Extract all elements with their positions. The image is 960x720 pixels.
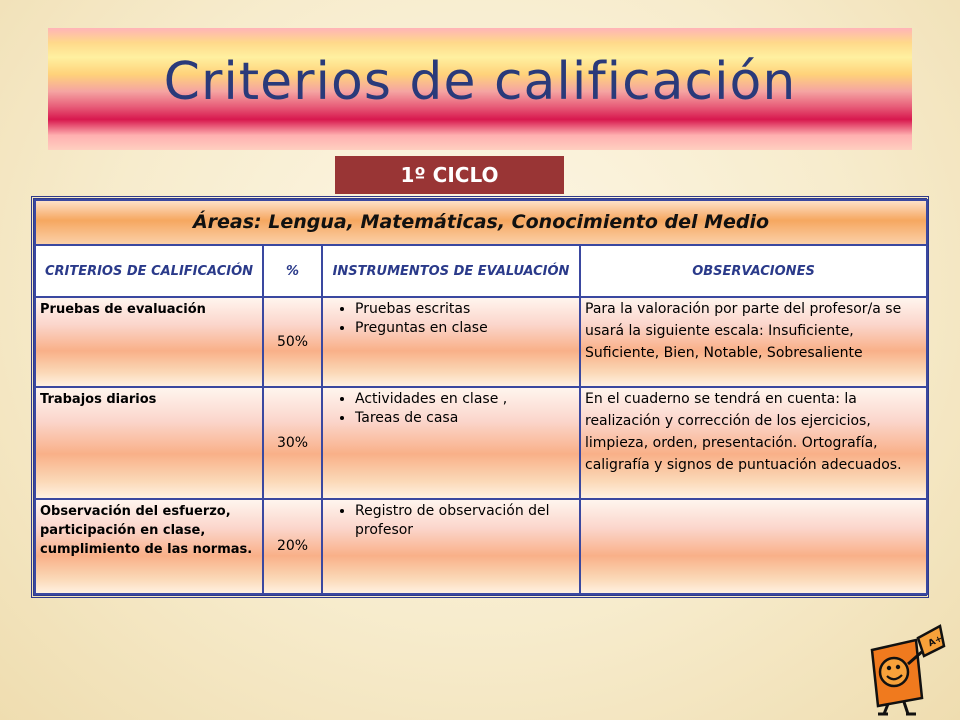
areas-heading: Áreas: Lengua, Matemáticas, Conocimiento del Medio: [35, 200, 927, 245]
criteria-table: [31, 196, 929, 598]
observations-cell: En el cuaderno se tendrá en cuenta: la realización y corrección de los ejercicios, limpieza, orden, presentación. Ortografía, caligrafía y signos de puntuación adecuados.: [580, 387, 927, 499]
column-header-instrumentos: INSTRUMENTOS DE EVALUACIÓN: [322, 245, 580, 298]
cycle-badge: 1º CICLO: [335, 156, 564, 194]
mascot-flag-text: A+: [926, 633, 945, 650]
title-banner: [48, 28, 912, 150]
instrument-item: • Pruebas escritas: [355, 300, 575, 319]
instrument-item: • Preguntas en clase: [355, 319, 575, 338]
instrument-item: • Actividades en clase ,: [355, 390, 575, 409]
percent-cell: 50%: [263, 297, 322, 386]
instrument-item: • Registro de observación del profesor: [355, 502, 575, 540]
column-header-percent: %: [263, 245, 322, 298]
criterion-cell: Observación del esfuerzo, participación en clase, cumplimiento de las normas.: [35, 499, 263, 594]
grade-paper-mascot-icon: [864, 620, 948, 716]
table-row: [35, 387, 927, 499]
observations-cell: Para la valoración por parte del profesor/a se usará la siguiente escala: Insuficiente, Suficiente, Bien, Notable, Sobresaliente: [580, 297, 927, 386]
percent-cell: 30%: [263, 387, 322, 499]
instruments-cell: [322, 387, 580, 499]
instruments-cell: [322, 499, 580, 594]
table-row: [35, 499, 927, 594]
instruments-cell: [322, 297, 580, 386]
page-title: Criterios de calificación: [163, 52, 797, 112]
table-row: [35, 297, 927, 386]
criterion-cell: Trabajos diarios: [35, 387, 263, 499]
observations-cell: [580, 499, 927, 594]
instrument-item: • Tareas de casa: [355, 409, 575, 428]
criterion-cell: Pruebas de evaluación: [35, 297, 263, 386]
column-header-criterios: CRITERIOS DE CALIFICACIÓN: [35, 245, 263, 298]
percent-cell: 20%: [263, 499, 322, 594]
column-header-observaciones: OBSERVACIONES: [580, 245, 927, 298]
